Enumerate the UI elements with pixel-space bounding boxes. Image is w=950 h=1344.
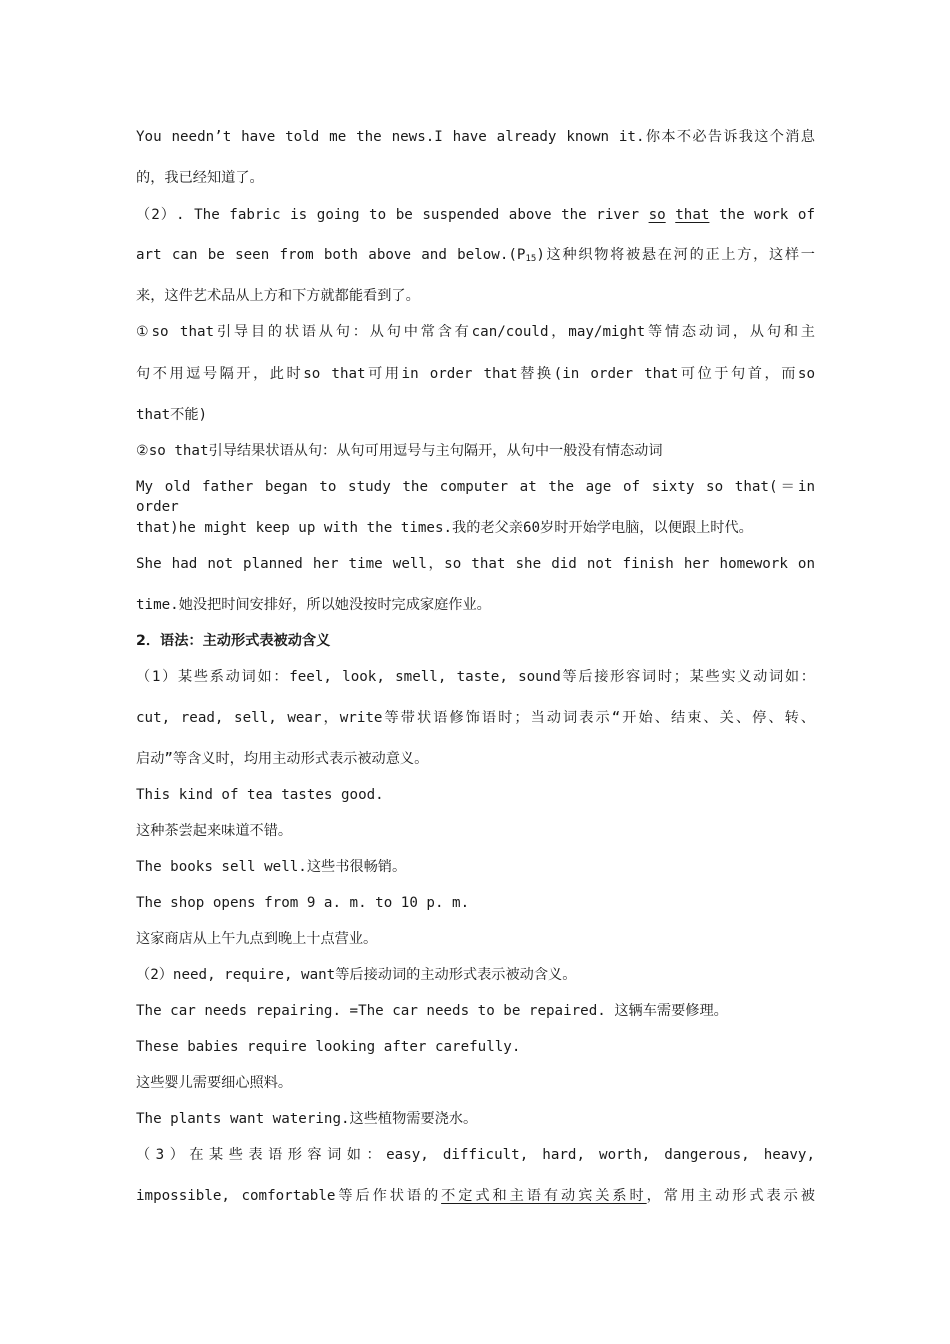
underlined-so: so	[648, 207, 666, 223]
text-line: ①so that引导目的状语从句：从句中常含有can/could，may/might等情态动词，从句和主	[136, 324, 815, 340]
text-line: The plants want watering.这些植物需要浇水。	[136, 1111, 478, 1127]
underlined-phrase: 不定式和主语有动宾关系时	[441, 1188, 647, 1204]
text-line: 来，这件艺术品从上方和下方就都能看到了。	[136, 288, 420, 304]
text-line: 的，我已经知道了。	[136, 170, 264, 186]
text-line: （2）. The fabric is going to be suspended above the river so that the work of	[136, 207, 816, 223]
text-line: She had not planned her time well，so that she did not finish her homework on	[136, 556, 815, 572]
text-line: You needn’t have told me the news.I have already known it.你本不必告诉我这个消息	[136, 129, 815, 145]
text-line: （3）在某些表语形容词如：easy, difficult, hard, worth, dangerous, heavy,	[136, 1147, 815, 1163]
text-line: 这些婴儿需要细心照料。	[136, 1075, 293, 1091]
text-line: My old father began to study the computer at the age of sixty so that(＝in order	[136, 479, 815, 515]
text-line: cut, read, sell, wear，write等带状语修饰语时；当动词表示“开始、结束、关、停、转、	[136, 710, 815, 726]
text-line: time.她没把时间安排好，所以她没按时完成家庭作业。	[136, 597, 491, 613]
text-line: art can be seen from both above and $below.(P_{15})$这种织物将被悬在河的正上方，这样一	[136, 247, 815, 264]
section-heading: 2．语法：主动形式表被动含义	[136, 633, 331, 649]
underlined-that: that	[675, 207, 710, 223]
text-line: （1）某些系动词如：feel, look, smell, taste, sound等后接形容词时；某些实义动词如：	[136, 669, 815, 685]
text-line: impossible, comfortable等后作状语的不定式和主语有动宾关系时，常用主动形式表示被	[136, 1188, 815, 1204]
text-line: This kind of tea tastes good.	[136, 787, 384, 803]
text-line: ②so that引导结果状语从句：从句可用逗号与主句隔开，从句中一般没有情态动词	[136, 443, 663, 459]
text-line: These babies require looking after carefully.	[136, 1039, 521, 1055]
text-line: The books sell well.这些书很畅销。	[136, 859, 407, 875]
text-line: that不能)	[136, 407, 208, 423]
page-ref-subscript: 15	[525, 254, 537, 264]
text-line: 这家商店从上午九点到晚上十点营业。	[136, 931, 378, 947]
text-line: （2）need, require, want等后接动词的主动形式表示被动含义。	[136, 967, 577, 983]
text-line: 启动”等含义时，均用主动形式表示被动意义。	[136, 751, 429, 767]
text-line: The car needs repairing. =The car needs to be repaired. 这辆车需要修理。	[136, 1003, 728, 1019]
text-line: The shop opens from 9 a. m. to 10 p. m.	[136, 895, 470, 911]
text-line: 句不用逗号隔开，此时so that可用in order that替换(in order that可位于句首，而so	[136, 366, 815, 382]
text-line: 这种茶尝起来味道不错。	[136, 823, 293, 839]
text-line: that)he might keep up with the times.我的老父亲60岁时开始学电脑，以便跟上时代。	[136, 520, 753, 536]
